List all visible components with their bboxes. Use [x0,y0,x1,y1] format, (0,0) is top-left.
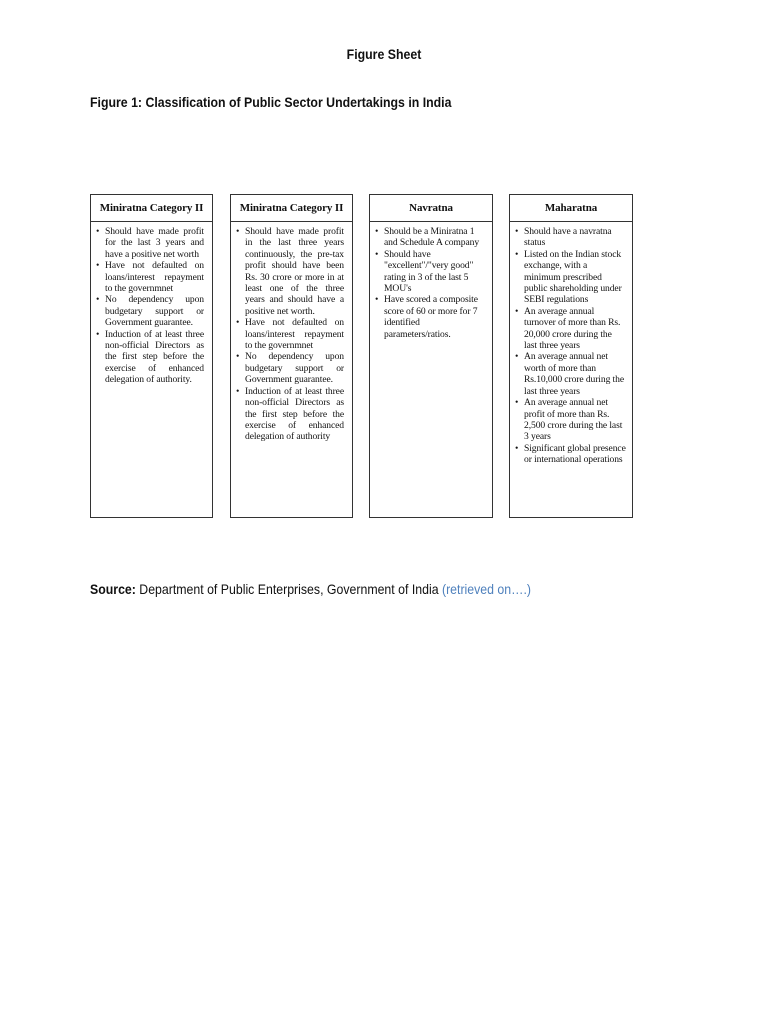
source-label: Source: [90,581,136,597]
list-item: • Should have a navratna status [524,226,626,249]
list-item: • Should have "excellent"/"very good" rating in 3 of the last 5 MOU's [384,249,486,295]
box-title: Maharatna [510,195,632,222]
list-item: • Listed on the Indian stock exchange, with a minimum prescribed public shareholding under SEBI regulations [524,249,626,306]
list-item: • Induction of at least three non-official Directors as the first step before the exercise of enhanced delegation of authority. [105,329,206,386]
list-item: • Have not defaulted on loans/interest repayment to the governmnet [105,260,206,294]
box-maharatna [509,194,633,518]
list-item: • An average annual net profit of more than Rs. 2,500 crore during the last 3 years [524,397,626,443]
list-item: • An average annual turnover of more than Rs. 20,000 crore during the last three years [524,306,626,352]
box-miniratna-1 [90,194,213,518]
sheet-title: Figure Sheet [346,46,422,62]
criteria-list [231,226,352,443]
box-navratna [369,194,493,518]
figure-title: Figure 1: Classification of Public Sector Undertakings in India [90,94,452,110]
box-title: Miniratna Category II [231,195,352,222]
list-item: • Induction of at least three non-official Directors as the first step before the exercise of enhanced delegation of authority [245,386,346,443]
list-item: • Should have made profit for the last 3 years and have a positive net worth [105,226,206,260]
source-line [90,581,531,597]
box-title: Miniratna Category II [91,195,212,222]
box-title: Navratna [370,195,492,222]
list-item: • Have not defaulted on loans/interest repayment to the governmnet [245,317,346,351]
list-item: • Significant global presence or international operations [524,443,626,466]
criteria-list [370,226,492,340]
list-item: • Should be a Miniratna 1 and Schedule A company [384,226,486,249]
list-item: • No dependency upon budgetary support or Government guarantee. [105,294,206,328]
criteria-list [91,226,212,386]
source-text: Department of Public Enterprises, Government of India [139,581,439,597]
box-miniratna-2 [230,194,353,518]
list-item: • No dependency upon budgetary support or Government guarantee. [245,351,346,385]
list-item: • Have scored a composite score of 60 or more for 7 identified parameters/ratios. [384,294,486,340]
retrieved-note: (retrieved on….) [441,581,531,597]
criteria-list [510,226,632,466]
list-item: • Should have made profit in the last three years continuously, the pre-tax profit should have been Rs. 30 crore or more in at least one of the three years and should have a positive net worth. [245,226,346,317]
list-item: • An average annual net worth of more than Rs.10,000 crore during the last three years [524,351,626,397]
